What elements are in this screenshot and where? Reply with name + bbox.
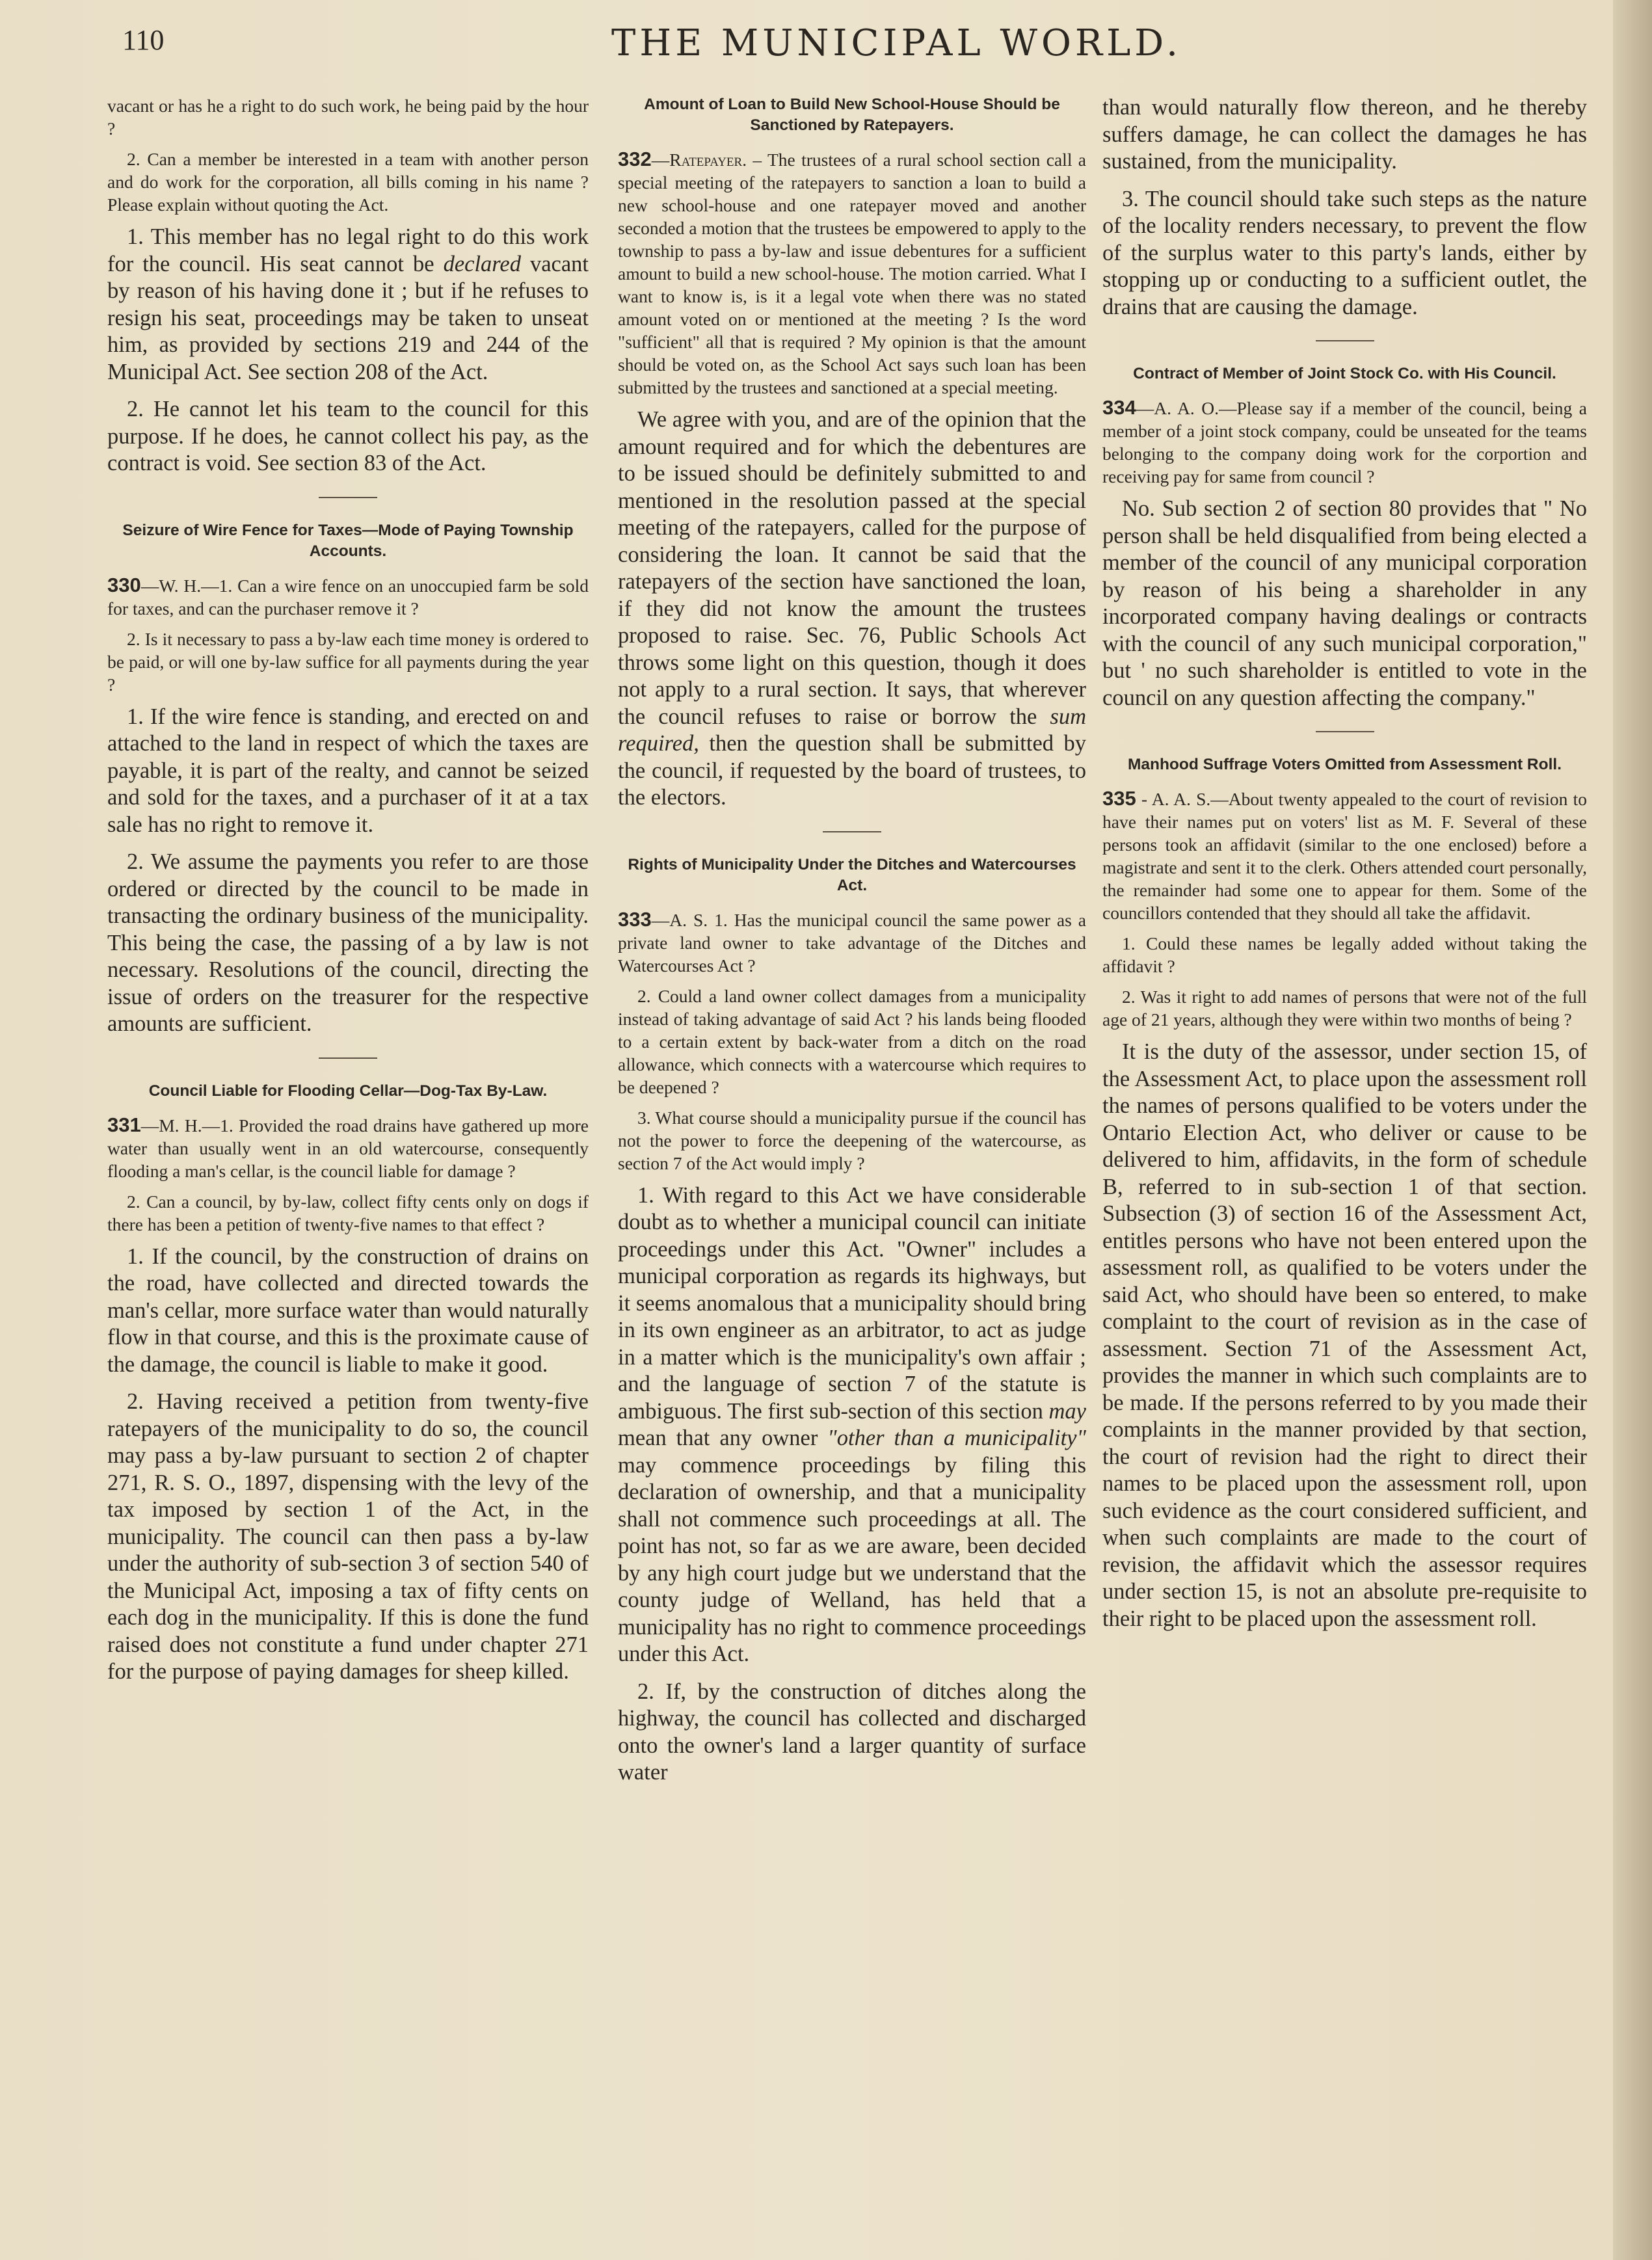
question-text: vacant or has he a right to do such work, he being paid by the hour ?	[107, 96, 589, 139]
page-number: 110	[122, 24, 165, 56]
answer-text	[618, 1182, 1086, 1668]
answer-segment: may commence proceedings by filing this declaration of ownership, and that a municipality shall not commence such proceedings at all. The point has not, so far as we are aware, been decided by any high court judge but we understand that the county judge of Welland, has held that a municipality has no right to commence proceedings under this Act.	[618, 1452, 1086, 1666]
answer-segment: mean that any owner	[618, 1426, 828, 1450]
question-text	[107, 574, 589, 620]
question-author: —Ratepayer.	[651, 150, 747, 170]
page-binding-edge	[1613, 0, 1652, 2260]
section-heading: Manhood Suffrage Voters Omitted from Assessment Roll.	[1127, 756, 1562, 773]
question-number: 335	[1102, 787, 1136, 810]
question-body: —A. S. 1. Has the municipal council the same power as a private land owner to take advantage of the Ditches and Watercourses Act ?	[618, 909, 1086, 976]
answer-segment: We agree with you, and are of the opinion that the amount required and for which the debentures are to be issued should be definitely submitted to and mentioned in the resolution passed at the special meeting of the ratepayers, called for the purpose of considering the loan. It cannot be said that the ratepayers of the section have sanctioned the loan, if they did not know the amount the trustees proposed to raise. Sec. 76, Public Schools Act throws some light on this question, though it does not apply to a rural section. It says, that wherever the council refuses to raise or borrow the	[618, 407, 1086, 729]
question-text: 2. Can a council, by by-law, collect fifty cents only on dogs if there has been a petition of twenty-five names to that effect ?	[107, 1191, 589, 1234]
section-divider	[823, 831, 881, 832]
answer-text: 2. Having received a petition from twenty-five ratepayers of the municipality to do so, the council may pass a by-law pursuant to section 2 of chapter 271, R. S. O., 1897, dispensing with the levy of the tax imposed by section 1 of the Act, in the municipality. The council can then pass a by-law under the authority of sub-section 3 of section 540 of the Municipal Act, imposing a tax of fifty cents on each dog in the municipality. If this is done the fund raised does not constitute a fund under chapter 271 for the purpose of paying damages for sheep killed.	[107, 1389, 589, 1684]
question-number: 333	[618, 907, 652, 931]
answer-text: No. Sub section 2 of section 80 provides that " No person shall be held disqualified from being elected a member of the council of any municipal corporation by reason of his being a shareholder in any incorporated company having dealings or contracts with the council of any such municipal corporation," but ' no such shareholder is entitled to vote in the council on any question affecting the company."	[1102, 496, 1587, 710]
question-text: 2. Can a member be interested in a team with another person and do work for the corporation, all bills coming in his name ? Please explain without quoting the Act.	[107, 149, 589, 215]
answer-text: 1. If the council, by the construction of drains on the road, have collected and directed towards the man's cellar, more surface water than would naturally flow in that course, and this is the proximate cause of the damage, the council is liable to make it good.	[107, 1243, 589, 1377]
question-text: 2. Is it necessary to pass a by-law each time money is ordered to be paid, or will one by-law suffice for all payments during the year ?	[107, 628, 589, 695]
answer-text: 1. This member has no legal right to do this work for the council. His seat cannot be declared vacant by reason of his having done it ; but if he refuses to resign his seat, proceedings may be taken to unseat him, as provided by sections 219 and 244 of the Municipal Act. See section 208 of the Act.	[107, 224, 589, 384]
column-3	[1102, 94, 1587, 2240]
question-number: 332	[618, 148, 652, 170]
section-heading: Rights of Municipality Under the Ditches and Watercourses Act.	[628, 855, 1076, 894]
answer-emphasis: may	[1048, 1398, 1086, 1424]
answer-segment: 1. With regard to this Act we have considerable doubt as to whether a municipal council can initiate proceedings under this Act. "Owner" includes a municipal corporation as regards its highways, but it seems anomalous that a municipality should bring in its own engineer as an arbitrator, to act as judge in a matter which is the municipality's own affair ; and the language of section 7 of the statute is ambiguous. The first sub-section of this section	[618, 1182, 1086, 1424]
question-body: —W. H.—1. Can a wire fence on an unoccupied farm be sold for taxes, and can the purchaser remove it ?	[107, 575, 589, 618]
answer-text: 3. The council should take such steps as the nature of the locality renders necessary, to prevent the flow of the surplus water to this party's lands, either by stopping up or conducting to a sufficient outlet, the drains that are causing the damage.	[1102, 186, 1587, 319]
question-text	[618, 148, 1086, 399]
question-text	[1102, 396, 1587, 488]
question-text	[618, 908, 1086, 977]
section-heading: Council Liable for Flooding Cellar—Dog-Tax By-Law.	[148, 1082, 548, 1100]
answer-emphasis: "other than a municipality"	[827, 1426, 1086, 1450]
answer-text: than would naturally flow thereon, and he thereby suffers damage, he can collect the damages he has sustained, from the municipality.	[1102, 95, 1587, 174]
column-2	[618, 94, 1086, 2240]
question-number: 334	[1102, 396, 1136, 419]
section-divider	[319, 497, 377, 498]
question-body: —M. H.—1. Provided the road drains have gathered up more water than usually went in an old watercourse, consequently flooding a man's cellar, is the council liable for damage ?	[107, 1115, 589, 1181]
question-text: 2. Could a land owner collect damages from a municipality instead of taking advantage of said Act ? his lands being flooded to a certain extent by back-water from a ditch on the road allowance, which connects with a watercourse which requires to be deepened ?	[618, 985, 1086, 1097]
question-text: 1. Could these names be legally added without taking the affidavit ?	[1102, 933, 1587, 976]
question-body: - A. A. S.—About twenty appealed to the court of revision to have their names put on voters' list as M. F. Several of these persons took an affidavit (similar to the one enclosed) before a magistrate and sent it to the clerk. Others attended court personally, the remainder had some one to appear for them. Some of the councillors contended that they should all take the affidavit.	[1102, 789, 1587, 923]
question-number: 330	[107, 573, 141, 596]
answer-emphasis: sum required,	[618, 704, 1086, 756]
answer-text: 2. We assume the payments you refer to are those ordered or directed by the council to be made in transacting the ordinary business of the municipality. This being the case, the passing of a by law is not necessary. Resolutions of the council, directing the issue of orders on the treasurer for the respective amounts are sufficient.	[107, 849, 589, 1036]
section-divider	[1316, 340, 1374, 341]
section-divider	[1316, 731, 1374, 732]
question-number: 331	[107, 1113, 141, 1136]
section-heading: Contract of Member of Joint Stock Co. with His Council.	[1133, 365, 1556, 382]
question-body: —A. A. O.—Please say if a member of the council, being a member of a joint stock company, could be unseated for the teams belonging to the company doing work for the corportion and receiving pay for same from council ?	[1102, 398, 1587, 486]
column-1	[107, 94, 589, 2240]
answer-text: 2. He cannot let his team to the council for this purpose. If he does, he cannot collect his pay, as the contract is void. See section 83 of the Act.	[107, 397, 589, 475]
answer-text	[618, 406, 1086, 812]
answer-text: 2. If, by the construction of ditches along the highway, the council has collected and discharged onto the owner's land a larger quantity of surface water	[618, 1679, 1086, 1785]
question-text	[107, 1113, 589, 1182]
page-header	[117, 20, 1587, 78]
question-text: 2. Was it right to add names of persons that were not of the full age of 21 years, although they were within two months of being ?	[1102, 987, 1587, 1030]
question-text	[1102, 787, 1587, 924]
answer-segment: then the question shall be submitted by the council, if requested by the board of trustees, to the electors.	[618, 731, 1086, 810]
section-heading: Amount of Loan to Build New School-House Should be Sanctioned by Ratepayers.	[644, 96, 1060, 134]
question-text: 3. What course should a municipality pursue if the council has not the power to force the deepening of the watercourse, as section 7 of the Act would imply ?	[618, 1107, 1086, 1173]
answer-text: It is the duty of the assessor, under section 15, of the Assessment Act, to place upon the assessment roll the names of persons qualified to be voters under the Ontario Election Act, who deliver or cause to be delivered to him, affidavits, in the form of schedule B, referred to in sub-section 1 of that section. Subsection (3) of section 16 of the Assessment Act, entitles persons who have not been entered upon the assessment roll, as qualified to be voters under the said Act, who should have been so entered, to make complaint to the court of revision as in the case of assessment. Section 71 of the Assessment Act, provides the manner in which such complaints are to be made. If the persons referred to by you made their complaints in the manner provided by that section, the court of revision had the right to direct their names to be placed upon the assessment roll, upon such evidence as the court considered sufficient, and when such complaints are made to the court of revision, the affidavit which the assessor requires under section 15, is not an absolute pre-requisite to their right to be placed upon the assessment roll.	[1102, 1039, 1587, 1631]
masthead-title: THE MUNICIPAL WORLD.	[611, 22, 1182, 64]
section-heading: Seizure of Wire Fence for Taxes—Mode of Paying Township Accounts.	[122, 521, 574, 560]
answer-text: 1. If the wire fence is standing, and erected on and attached to the land in respect of which the taxes are payable, it is part of the realty, and cannot be seized and sold for the taxes, and a purchaser of it at a tax sale has no right to remove it.	[107, 704, 589, 837]
question-body: – The trustees of a rural school section call a special meeting of the ratepayers to sanction a loan to build a new school-house and one ratepayer moved and another seconded a motion that the trustees be empowered to apply to the township to pass a by-law and issue debentures for a sufficient amount to build a new school-house. The motion carried. What I want to know is, is it a legal vote when there was no stated amount voted on or mentioned at the meeting ? Is the word "sufficient" all that is required ? My opinion is that the amount should be voted on, as the School Act says such loan has been submitted by the trustees and sanctioned at a special meeting.	[618, 150, 1086, 397]
section-divider	[319, 1057, 377, 1059]
